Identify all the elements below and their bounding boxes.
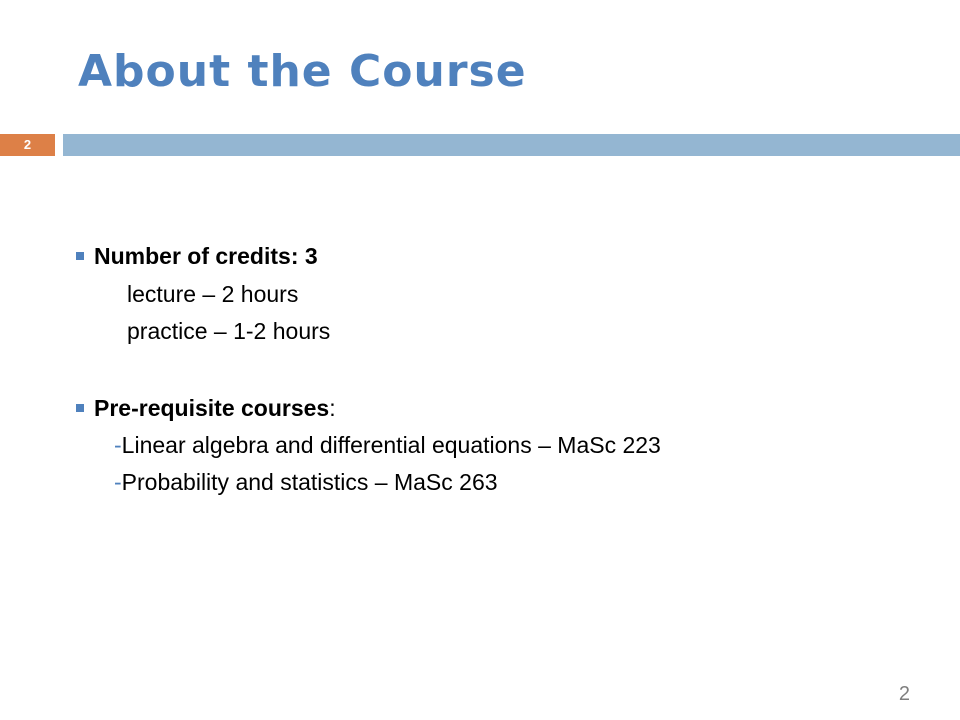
square-bullet-icon: [76, 404, 84, 412]
credits-label: Number of credits: 3: [94, 243, 318, 269]
credits-practice-line: practice – 1-2 hours: [127, 318, 331, 344]
prereq-course-probability: Probability and statistics – MaSc 263: [121, 469, 498, 495]
dash-marker: -: [114, 469, 122, 495]
square-bullet-icon: [76, 252, 84, 260]
bullet-credits: [76, 243, 318, 270]
prereq-label: Pre-requisite courses: [94, 395, 330, 421]
prereq-course-line: [114, 432, 661, 459]
page-number: 2: [898, 683, 910, 705]
prereq-course-linear-algebra: Linear algebra and differential equations – MaSc 223: [121, 432, 661, 458]
slide-number-badge: 2: [0, 134, 55, 156]
credits-lecture-line: lecture – 2 hours: [127, 281, 299, 307]
dash-marker: -: [114, 432, 122, 458]
bullet-prerequisites: [76, 395, 336, 422]
slide-title: About the Course: [78, 46, 527, 97]
prereq-course-line: [114, 469, 498, 496]
prereq-colon: :: [329, 395, 336, 421]
